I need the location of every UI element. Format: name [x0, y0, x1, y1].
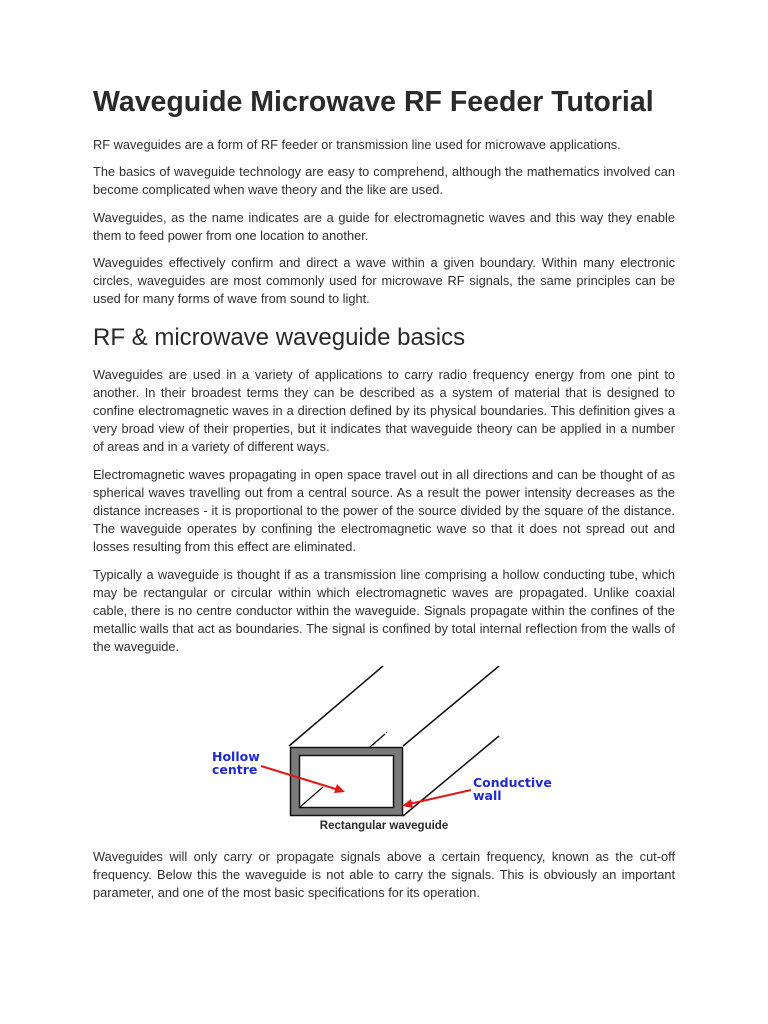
conductive-wall-label — [473, 776, 552, 802]
waveguide-figure — [93, 666, 675, 842]
intro-paragraph: The basics of waveguide technology are easy to comprehend, although the mathematics involved can become complicated when wave theory and the like are used. — [93, 164, 675, 198]
section-paragraph: Electromagnetic waves propagating in open space travel out in all directions and can be thought of as spherical waves travelling out from a central source. As a result the power intensity decreases as the distance increases - it is proportional to the power of the source divided by the square of the distance. The waveguide operates by confining the electromagnetic wave so that it does not spread out and losses resulting from this effect are eliminated. — [93, 466, 675, 555]
hollow-centre-label — [212, 750, 260, 776]
wall-arrow-line — [409, 790, 471, 804]
intro-paragraph: Waveguides, as the name indicates are a guide for electromagnetic waves and this way they enable them to feed power from one location to another. — [93, 209, 675, 243]
wall-arrow-head — [402, 799, 413, 808]
waveguide-diagram — [93, 666, 675, 842]
intro-paragraph: Waveguides effectively confirm and direct a wave within a given boundary. Within many electronic circles, waveguides are most commonly used for microwave RF signals, the same principles can be used for many forms of wave from sound to light. — [93, 255, 675, 307]
intro-paragraph: RF waveguides are a form of RF feeder or transmission line used for microwave applications. — [93, 137, 621, 152]
page-title: Waveguide Microwave RF Feeder Tutorial — [93, 86, 654, 118]
tube-edge-top-right — [403, 666, 499, 746]
section-paragraph: Typically a waveguide is thought if as a transmission line comprising a hollow conducting tube, which may be rectangular or circular within which electromagnetic waves are propagated. Unlike coaxial cable, there is no centre conductor within the waveguide. Signals propagate within the confines of the metallic walls that act as boundaries. The signal is confined by total internal reflection from the walls of the waveguide. — [93, 566, 675, 655]
section-paragraph: Waveguides are used in a variety of applications to carry radio frequency energy from one pint to another. In their broadest terms they can be described as a system of material that is designed to confine electromagnetic waves in a direction defined by its physical boundaries. This definition gives a very broad view of their properties, but it indicates that waveguide theory can be applied in a number of areas and in a variety of different ways. — [93, 366, 675, 455]
hollow-label-line2: centre — [212, 761, 258, 777]
tube-edge-top-left — [289, 666, 383, 746]
closing-paragraph: Waveguides will only carry or propagate signals above a certain frequency, known as the cut-off frequency. Below this the waveguide is not able to carry the signals. This is obviously an important parameter, and one of the most basic specifications for its operation. — [93, 848, 675, 901]
section-heading: RF & microwave waveguide basics — [93, 323, 466, 351]
conductive-label-line1: Conductive — [473, 774, 552, 790]
document-page — [93, 80, 675, 911]
figure-caption: Rectangular waveguide — [319, 819, 449, 832]
hollow-label-line1: Hollow — [212, 748, 260, 764]
conductive-label-line2: wall — [473, 787, 502, 803]
